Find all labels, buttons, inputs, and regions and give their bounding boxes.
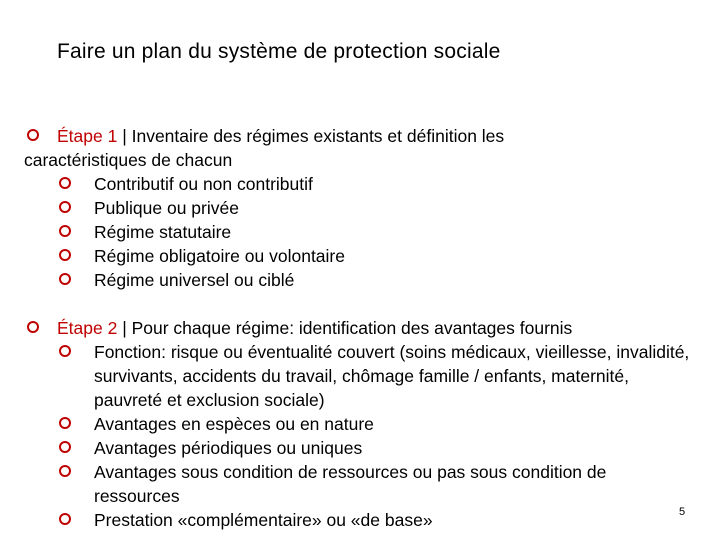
- circle-bullet-icon: [59, 417, 71, 429]
- list-item: Fonction: risque ou éventualité couvert (soins médicaux, vieillesse, invalidité, survivants, accidents du travail, chômage famille / enfants, maternité, pauvreté et exclusion sociale): [24, 340, 694, 412]
- circle-bullet-icon: [27, 129, 39, 141]
- list-item: Avantages sous condition de ressources ou pas sous condition de ressources: [24, 460, 694, 508]
- circle-bullet-icon: [59, 441, 71, 453]
- circle-bullet-icon: [59, 513, 71, 525]
- list-item: Régime universel ou ciblé: [24, 268, 684, 292]
- section-step-1: [24, 124, 684, 292]
- list-item: Régime statutaire: [24, 220, 684, 244]
- list-item: Prestation «complémentaire» ou «de base»: [24, 508, 694, 532]
- step-heading: [24, 316, 694, 340]
- step-label: Étape 2: [57, 318, 118, 338]
- circle-bullet-icon: [59, 201, 71, 213]
- page-number: 5: [679, 506, 686, 518]
- circle-bullet-icon: [59, 177, 71, 189]
- step-label: Étape 1: [57, 126, 118, 146]
- circle-bullet-icon: [59, 273, 71, 285]
- circle-bullet-icon: [59, 249, 71, 261]
- step-heading-continuation: caractéristiques de chacun: [24, 150, 233, 170]
- step-heading: [24, 124, 684, 172]
- circle-bullet-icon: [59, 345, 71, 357]
- step-heading-text: | Pour chaque régime: identification des avantages fournis: [117, 318, 573, 338]
- circle-bullet-icon: [59, 465, 71, 477]
- section-step-2: [24, 316, 694, 532]
- list-item: Avantages en espèces ou en nature: [24, 412, 694, 436]
- list-item: Régime obligatoire ou volontaire: [24, 244, 684, 268]
- list-item: Contributif ou non contributif: [24, 172, 684, 196]
- slide-title: Faire un plan du système de protection sociale: [57, 40, 501, 63]
- list-item: Publique ou privée: [24, 196, 684, 220]
- list-item: Avantages périodiques ou uniques: [24, 436, 694, 460]
- circle-bullet-icon: [27, 321, 39, 333]
- step-heading-text: | Inventaire des régimes existants et définition les: [117, 126, 505, 146]
- circle-bullet-icon: [59, 225, 71, 237]
